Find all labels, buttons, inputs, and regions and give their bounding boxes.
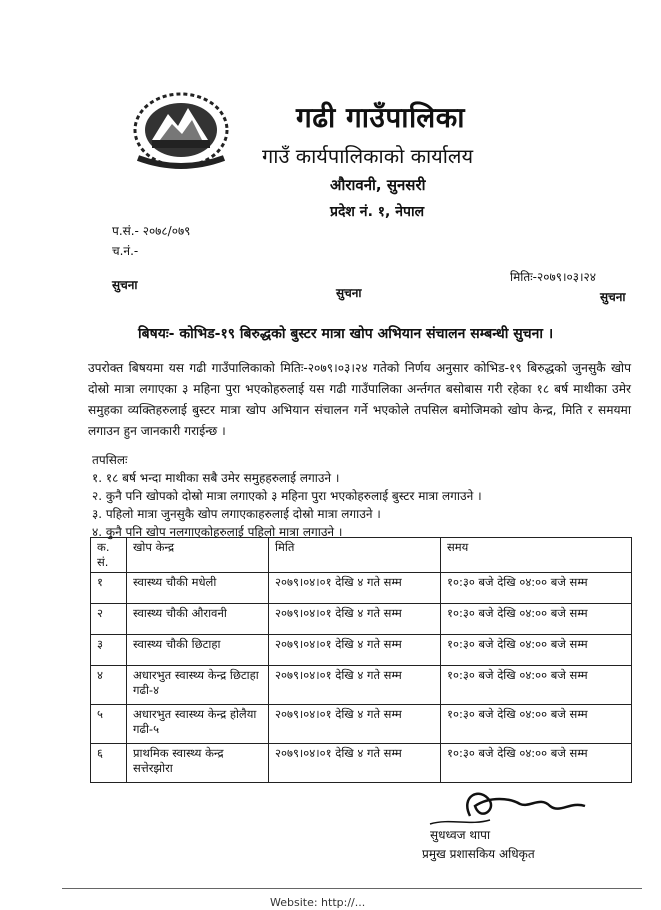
office-name: गाउँ कार्यपालिकाको कार्यालय: [262, 144, 474, 168]
reference-number: प.सं.- २०७८/०७९: [112, 224, 191, 238]
cell-time: १०:३० बजे देखि ०४:०० बजे सम्म: [441, 635, 632, 666]
cell-sn: २: [91, 604, 127, 635]
cell-time: १०:३० बजे देखि ०४:०० बजे सम्म: [441, 705, 632, 744]
body-paragraph: उपरोक्त बिषयमा यस गढी गाउँपालिकाको मितिः-२०७९।०३।२४ गतेको निर्णय अनुसार कोभिड-१९ बिरुद्धको जुनसुकै खोप दोस्रो मात्रा लगाएका ३ महिना पुरा भएकोहरुलाई यस गढी गाउँपालिका अर्न्तगत बसोबास गरी रहेका १८ बर्ष माथीका उमेर समुहका व्यक्तिहरुलाई बुस्टर मात्रा खोप अभियान संचालन गर्ने भएकोले तपसिल बमोजिमको खोप केन्द्र, मिति र समयमा लगाउन हुन जानकारी गराईन्छ ।: [88, 361, 631, 438]
table-row: [91, 635, 632, 666]
list-item: १. १८ बर्ष भन्दा माथीका सबै उमेर समुहहरुलाई लगाउने ।: [92, 471, 340, 485]
office-location: औरावनी, सुनसरी: [330, 176, 426, 194]
municipality-logo: [130, 88, 232, 172]
office-province: प्रदेश नं. १, नेपाल: [330, 204, 425, 220]
letter-date: मितिः-२०७९।०३।२४: [510, 270, 597, 284]
footer-divider: [62, 888, 642, 889]
dispatch-number: च.नं.-: [112, 244, 139, 258]
cell-center: स्वास्थ्य चौकी छिटाहा: [127, 635, 269, 666]
cell-center: स्वास्थ्य चौकी औरावनी: [127, 604, 269, 635]
notice-label-left: सुचना: [112, 278, 138, 292]
details-list: [92, 451, 482, 541]
cell-sn: ५: [91, 705, 127, 744]
logo-emblem-icon: [130, 88, 232, 172]
org-title: गढी गाउँपालिका: [296, 101, 466, 134]
cell-date: २०७९।०४।०१ देखि ४ गते सम्म: [269, 573, 441, 604]
vaccination-schedule-table: [90, 537, 632, 783]
cell-center: अधारभुत स्वास्थ्य केन्द्र छिटाहा गढी-४: [127, 666, 269, 705]
list-item: ४. कुनै पनि खोप नलगाएकोहरुलाई पहिलो मात्रा लगाउने ।: [92, 525, 343, 539]
cell-sn: ३: [91, 635, 127, 666]
cell-date: २०७९।०४।०१ देखि ४ गते सम्म: [269, 705, 441, 744]
subject-line: बिषयः- कोभिड-१९ बिरुद्धको बुस्टर मात्रा खोप अभियान संचालन सम्बन्धी सुचना ।: [138, 326, 554, 342]
table-row: [91, 666, 632, 705]
cell-center: प्राथमिक स्वास्थ्य केन्द्र सत्तेरझोरा: [127, 744, 269, 783]
list-item: ३. पहिलो मात्रा जुनसुकै खोप लगाएकाहरुलाई दोस्रो मात्रा लगाउने ।: [92, 507, 381, 521]
table-header-row: [91, 538, 632, 573]
list-heading: तपसिलः: [92, 453, 128, 467]
footer-website: Website: http://...: [270, 896, 366, 909]
signatory-title: प्रमुख प्रशासकिय अधिकृत: [422, 847, 535, 861]
cell-sn: ४: [91, 666, 127, 705]
cell-time: १०:३० बजे देखि ०४:०० बजे सम्म: [441, 604, 632, 635]
col-header-date: मिति: [269, 538, 441, 573]
col-header-time: समय: [441, 538, 632, 573]
cell-date: २०७९।०४।०१ देखि ४ गते सम्म: [269, 666, 441, 705]
cell-sn: ६: [91, 744, 127, 783]
cell-center: अधारभुत स्वास्थ्य केन्द्र होलैया गढी-५: [127, 705, 269, 744]
col-header-sn: क. सं.: [91, 538, 127, 573]
cell-center: स्वास्थ्य चौकी मधेली: [127, 573, 269, 604]
cell-time: १०:३० बजे देखि ०४:०० बजे सम्म: [441, 573, 632, 604]
cell-time: १०:३० बजे देखि ०४:०० बजे सम्म: [441, 744, 632, 783]
cell-time: १०:३० बजे देखि ०४:०० बजे सम्म: [441, 666, 632, 705]
cell-date: २०७९।०४।०१ देखि ४ गते सम्म: [269, 744, 441, 783]
notice-label-center: सुचना: [336, 286, 362, 300]
notice-label-right: सुचना: [600, 290, 626, 304]
cell-sn: १: [91, 573, 127, 604]
list-item: २. कुनै पनि खोपको दोस्रो मात्रा लगाएको ३ महिना पुरा भएकोहरुलाई बुस्टर मात्रा लगाउने ।: [92, 489, 482, 503]
signatory-name: सुधध्वज थापा: [430, 828, 491, 842]
cell-date: २०७९।०४।०१ देखि ४ गते सम्म: [269, 635, 441, 666]
table-row: [91, 573, 632, 604]
table-row: [91, 604, 632, 635]
col-header-center: खोप केन्द्र: [127, 538, 269, 573]
table-row: [91, 705, 632, 744]
cell-date: २०७९।०४।०१ देखि ४ गते सम्म: [269, 604, 441, 635]
